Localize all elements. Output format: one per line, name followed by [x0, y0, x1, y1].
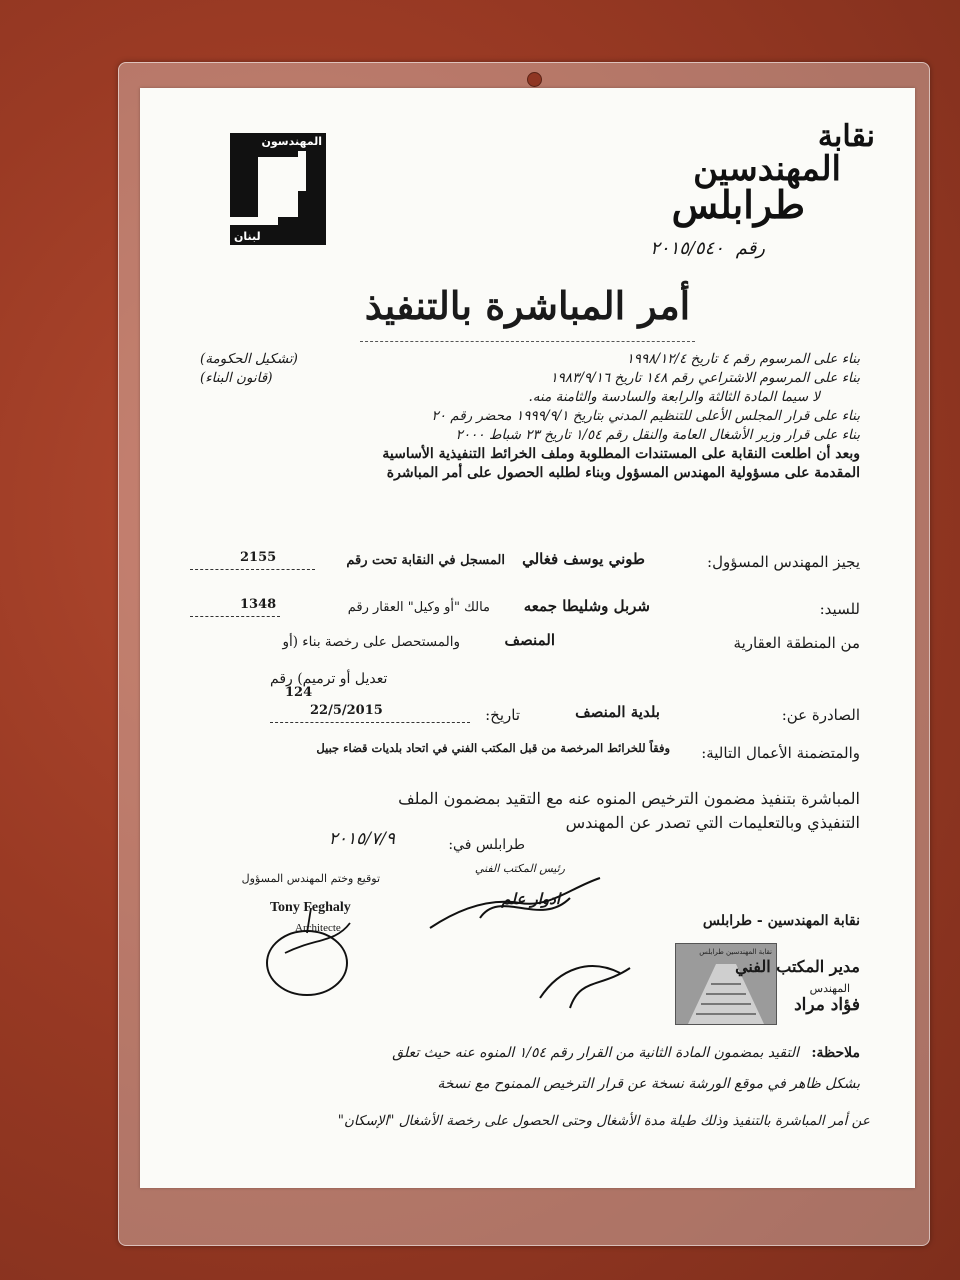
preamble-line: بناء على المرسوم الاشتراعي رقم ١٤٨ تاريخ ١٩٨٣/٩/١٦ (قانون البناء) [200, 370, 860, 386]
engineers-logo-icon [230, 133, 326, 245]
note-line-3: عن أمر المباشرة بالتنفيذ وذلك طيلة مدة الأشغال وحتى الحصول على رخصة الأشغال "الإسكان" [337, 1113, 870, 1129]
director-prefix: المهندس [809, 982, 850, 995]
logo-top-text: المهندسون [261, 135, 322, 148]
issued-by: بلدية المنصف [575, 703, 660, 721]
owner-name: شربل وشليطا جمعه [523, 597, 650, 615]
reference-number [650, 238, 765, 259]
preamble-line: بناء على قرار المجلس الأعلى للتنظيم المدني بتاريخ ١٩٩٩/٩/١ محضر رقم ٢٠ [431, 408, 860, 424]
logo-bottom-text: لبنان [234, 230, 261, 243]
note-line-2: بشكل ظاهر في موقع الورشة نسخة عن قرار الترخيص الممنوح مع نسخة [437, 1076, 860, 1092]
works-label: والمتضمنة الأعمال التالية: [701, 744, 860, 762]
union-footer: نقابة المهندسين - طرابلس [702, 913, 860, 929]
date-label: تاريخ: [485, 706, 520, 724]
engineer-sign-label: توقيع وختم المهندس المسؤول [241, 872, 380, 885]
tech-head-name: ادوار علم [501, 890, 560, 908]
director-title: مدير المكتب الفني [735, 957, 860, 976]
union-line-2: المهندسين [693, 149, 841, 189]
registered-number: 2155 [240, 550, 277, 565]
ref-value: ٢٠١٥/٥٤٠ [650, 238, 724, 259]
engineer-label: يجيز المهندس المسؤول: [707, 553, 860, 571]
owner-role-label: مالك "أو وكيل" العقار رقم [347, 600, 490, 615]
property-number: 1348 [240, 597, 277, 612]
issued-row [190, 703, 860, 732]
note-label: ملاحظة: [811, 1045, 860, 1061]
tech-head-label: رئيس المكتب الفني [474, 862, 565, 875]
permit-number: 124 [285, 685, 313, 700]
document-page [140, 88, 915, 1188]
permit-label-2: تعديل أو ترميم) رقم [270, 671, 388, 687]
preamble-line: لا سيما المادة الثالثة والرابعة والسادسة والثامنة منه. [528, 389, 820, 405]
engineer-stamp-name: Tony Feghaly [270, 900, 351, 915]
works-row [190, 741, 860, 770]
issue-date: 22/5/2015 [310, 703, 383, 718]
registered-label: المسجل في النقابة تحت رقم [346, 553, 505, 568]
punch-hole-top [527, 72, 542, 87]
union-line-1: نقابة [817, 119, 875, 154]
owner-row [190, 597, 860, 626]
preamble-line: بناء على المرسوم رقم ٤ تاريخ ١٩٩٨/١٢/٤ (تشكيل الحكومة) [200, 351, 860, 367]
zone-row [190, 631, 860, 660]
union-name-logo [575, 119, 875, 227]
engineer-row [190, 550, 860, 579]
engineer-stamp-title: Architecte [295, 922, 341, 934]
ref-label: رقم [735, 238, 765, 259]
page-title [140, 283, 915, 328]
body-line-2: التنفيذي وبالتعليمات التي تصدر عن المهندس [565, 813, 860, 832]
issued-label: الصادرة عن: [781, 706, 860, 724]
title-text: أمر المباشرة بالتنفيذ [364, 283, 691, 328]
engineer-name: طوني يوسف فغالي [522, 550, 645, 568]
place-date-value: ٢٠١٥/٧/٩ [328, 829, 395, 849]
engineer-signature-icon [245, 893, 375, 1003]
tech-head-signature-icon [420, 868, 620, 948]
mister-label: للسيد: [819, 600, 860, 618]
place-date-label: طرابلس في: [448, 837, 525, 853]
body-line-1: المباشرة بتنفيذ مضمون الترخيص المنوه عنه مع التقيد بمضمون الملف [398, 789, 860, 808]
note-line-1 [170, 1043, 860, 1063]
works-value: وفقاً للخرائط المرخصة من قبل المكتب الفني في اتحاد بلديات قضاء جبيل [316, 741, 670, 755]
preamble-line: المقدمة على مسؤولية المهندس المسؤول وبناء لطلبه الحصول على أمر المباشرة [386, 465, 860, 481]
note-text-1: التقيد بمضمون المادة الثانية من القرار رقم ١/٥٤ المنوه عنه حيث تعلق [392, 1045, 799, 1061]
permit-label: والمستحصل على رخصة بناء (أو [282, 634, 460, 650]
director-signature-icon [530, 948, 640, 1018]
preamble [200, 350, 860, 483]
zone-value: المنصف [504, 631, 555, 649]
zone-label: من المنطقة العقارية [733, 634, 860, 652]
office-stamp-text: نقابة المهندسين طرابلس [699, 948, 772, 956]
union-line-3: طرابلس [671, 182, 805, 227]
director-name: فؤاد مراد [794, 995, 860, 1015]
preamble-line: بناء على قرار وزير الأشغال العامة والنقل رقم ١/٥٤ تاريخ ٢٣ شباط ٢٠٠٠ [455, 427, 860, 443]
preamble-line: وبعد أن اطلعت النقابة على المستندات المطلوبة وملف الخرائط التنفيذية الأساسية [382, 446, 860, 462]
